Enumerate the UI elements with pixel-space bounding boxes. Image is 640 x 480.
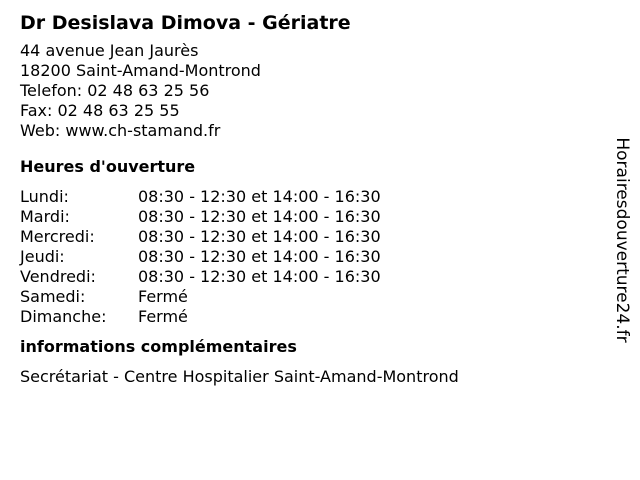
opening-hours-table: [20, 187, 600, 327]
day-label: Lundi:: [20, 187, 69, 206]
hours-row-tuesday: [20, 207, 600, 227]
address-city: 18200 Saint-Amand-Montrond: [20, 61, 261, 80]
time-value: 08:30 - 12:30 et 14:00 - 16:30: [138, 207, 381, 226]
listing-card: [20, 9, 600, 387]
day-label: Samedi:: [20, 287, 86, 306]
fax-number: Fax: 02 48 63 25 55: [20, 101, 180, 120]
info-heading: informations complémentaires: [20, 337, 297, 356]
phone-number[interactable]: Telefon: 02 48 63 25 56: [20, 81, 210, 100]
brand-watermark: Horairesdouverture24.fr: [612, 137, 632, 343]
hours-row-sunday: [20, 307, 600, 327]
hours-row-friday: [20, 267, 600, 287]
hours-heading: Heures d'ouverture: [20, 157, 196, 176]
address-block: [20, 41, 600, 141]
hours-row-thursday: [20, 247, 600, 267]
info-text: Secrétariat - Centre Hospitalier Saint-Amand-Montrond: [20, 367, 459, 386]
time-value: 08:30 - 12:30 et 14:00 - 16:30: [138, 247, 381, 266]
day-label: Mardi:: [20, 207, 70, 226]
time-value: Fermé: [138, 307, 188, 326]
address-street: 44 avenue Jean Jaurès: [20, 41, 199, 60]
hours-row-wednesday: [20, 227, 600, 247]
website-link[interactable]: Web: www.ch-stamand.fr: [20, 121, 221, 140]
day-label: Vendredi:: [20, 267, 96, 286]
time-value: Fermé: [138, 287, 188, 306]
time-value: 08:30 - 12:30 et 14:00 - 16:30: [138, 187, 381, 206]
time-value: 08:30 - 12:30 et 14:00 - 16:30: [138, 267, 381, 286]
hours-row-monday: [20, 187, 600, 207]
page-title: Dr Desislava Dimova - Gériatre: [20, 12, 351, 34]
time-value: 08:30 - 12:30 et 14:00 - 16:30: [138, 227, 381, 246]
day-label: Jeudi:: [20, 247, 65, 266]
day-label: Mercredi:: [20, 227, 95, 246]
hours-row-saturday: [20, 287, 600, 307]
day-label: Dimanche:: [20, 307, 107, 326]
